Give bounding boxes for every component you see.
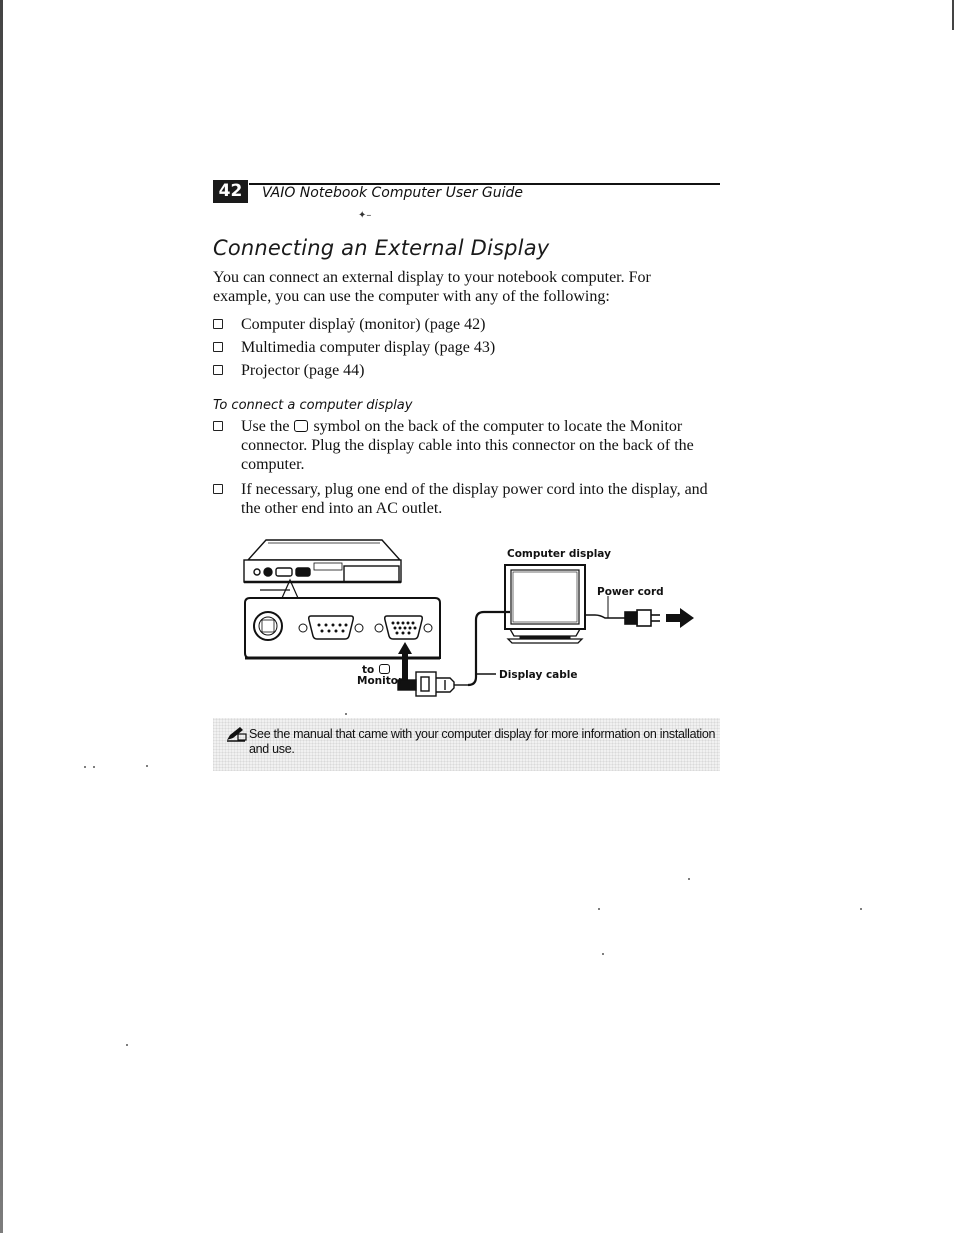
checkbox-bullet-icon (213, 421, 223, 431)
port-panel (245, 598, 440, 658)
monitor-label: Monitor (357, 675, 404, 687)
monitor-port-icon (375, 616, 432, 639)
pencil-note-icon (225, 726, 247, 742)
scan-speck (126, 1044, 128, 1046)
page-number: 42 (213, 180, 248, 203)
scan-speck (146, 765, 148, 767)
scan-speck (84, 766, 86, 768)
power-cord-icon (585, 596, 660, 626)
procedure-title: To connect a computer display (213, 398, 413, 413)
monitor-symbol-icon (294, 420, 308, 432)
to-label: to (362, 664, 375, 676)
display-cable-plug-icon (398, 672, 468, 696)
intro-paragraph: You can connect an external display to your notebook computer. For example, you can use the computer with any of the following: (213, 269, 651, 305)
step-item (213, 480, 723, 518)
list-item-text: Multimedia computer display (page 43) (241, 339, 496, 356)
scan-speck (602, 953, 604, 955)
checkbox-bullet-icon (213, 319, 223, 329)
monitor-symbol-icon (379, 664, 390, 674)
step1-text-before: Use the (241, 418, 290, 435)
scan-speck (345, 713, 347, 715)
checkbox-bullet-icon (213, 342, 223, 352)
procedure-steps (213, 417, 723, 524)
section-title: Connecting an External Display (213, 236, 550, 260)
note-box (213, 718, 720, 771)
scan-speck (93, 766, 95, 768)
serial-port-icon (299, 616, 363, 639)
scan-speck (688, 878, 690, 880)
scan-speck (860, 908, 862, 910)
step1-text-after: symbol on the back of the computer to locate the Monitor connector. Plug the display cable into this connector on the back of the computer. (241, 418, 694, 473)
list-item (213, 338, 723, 357)
power-cord-label: Power cord (597, 586, 664, 598)
scan-edge-left (0, 0, 3, 1233)
display-options-list (213, 315, 723, 384)
list-item (213, 361, 723, 380)
connection-diagram (240, 530, 710, 710)
step-item (213, 417, 723, 474)
display-cable-label: Display cable (499, 669, 578, 681)
scan-mark: ✦– (358, 210, 372, 221)
list-item-text: Computer displaỷ (monitor) (page 42) (241, 316, 486, 333)
laptop-icon (244, 540, 401, 582)
checkbox-bullet-icon (213, 484, 223, 494)
list-item-text: Projector (page 44) (241, 362, 365, 379)
computer-display-label: Computer display (507, 548, 611, 560)
svideo-port-icon (254, 612, 282, 640)
note-text: See the manual that came with your computer display for more information on installation and use. (249, 727, 716, 756)
list-item (213, 315, 723, 334)
step2-text: If necessary, plug one end of the display power cord into the display, and the other end into an AC outlet. (241, 481, 708, 517)
book-title: VAIO Notebook Computer User Guide (262, 185, 524, 201)
computer-display-icon (505, 565, 585, 643)
ac-outlet-arrow-icon (666, 608, 694, 628)
checkbox-bullet-icon (213, 365, 223, 375)
page-header (213, 180, 720, 204)
scan-speck (598, 908, 600, 910)
connection-illustration (240, 530, 710, 710)
